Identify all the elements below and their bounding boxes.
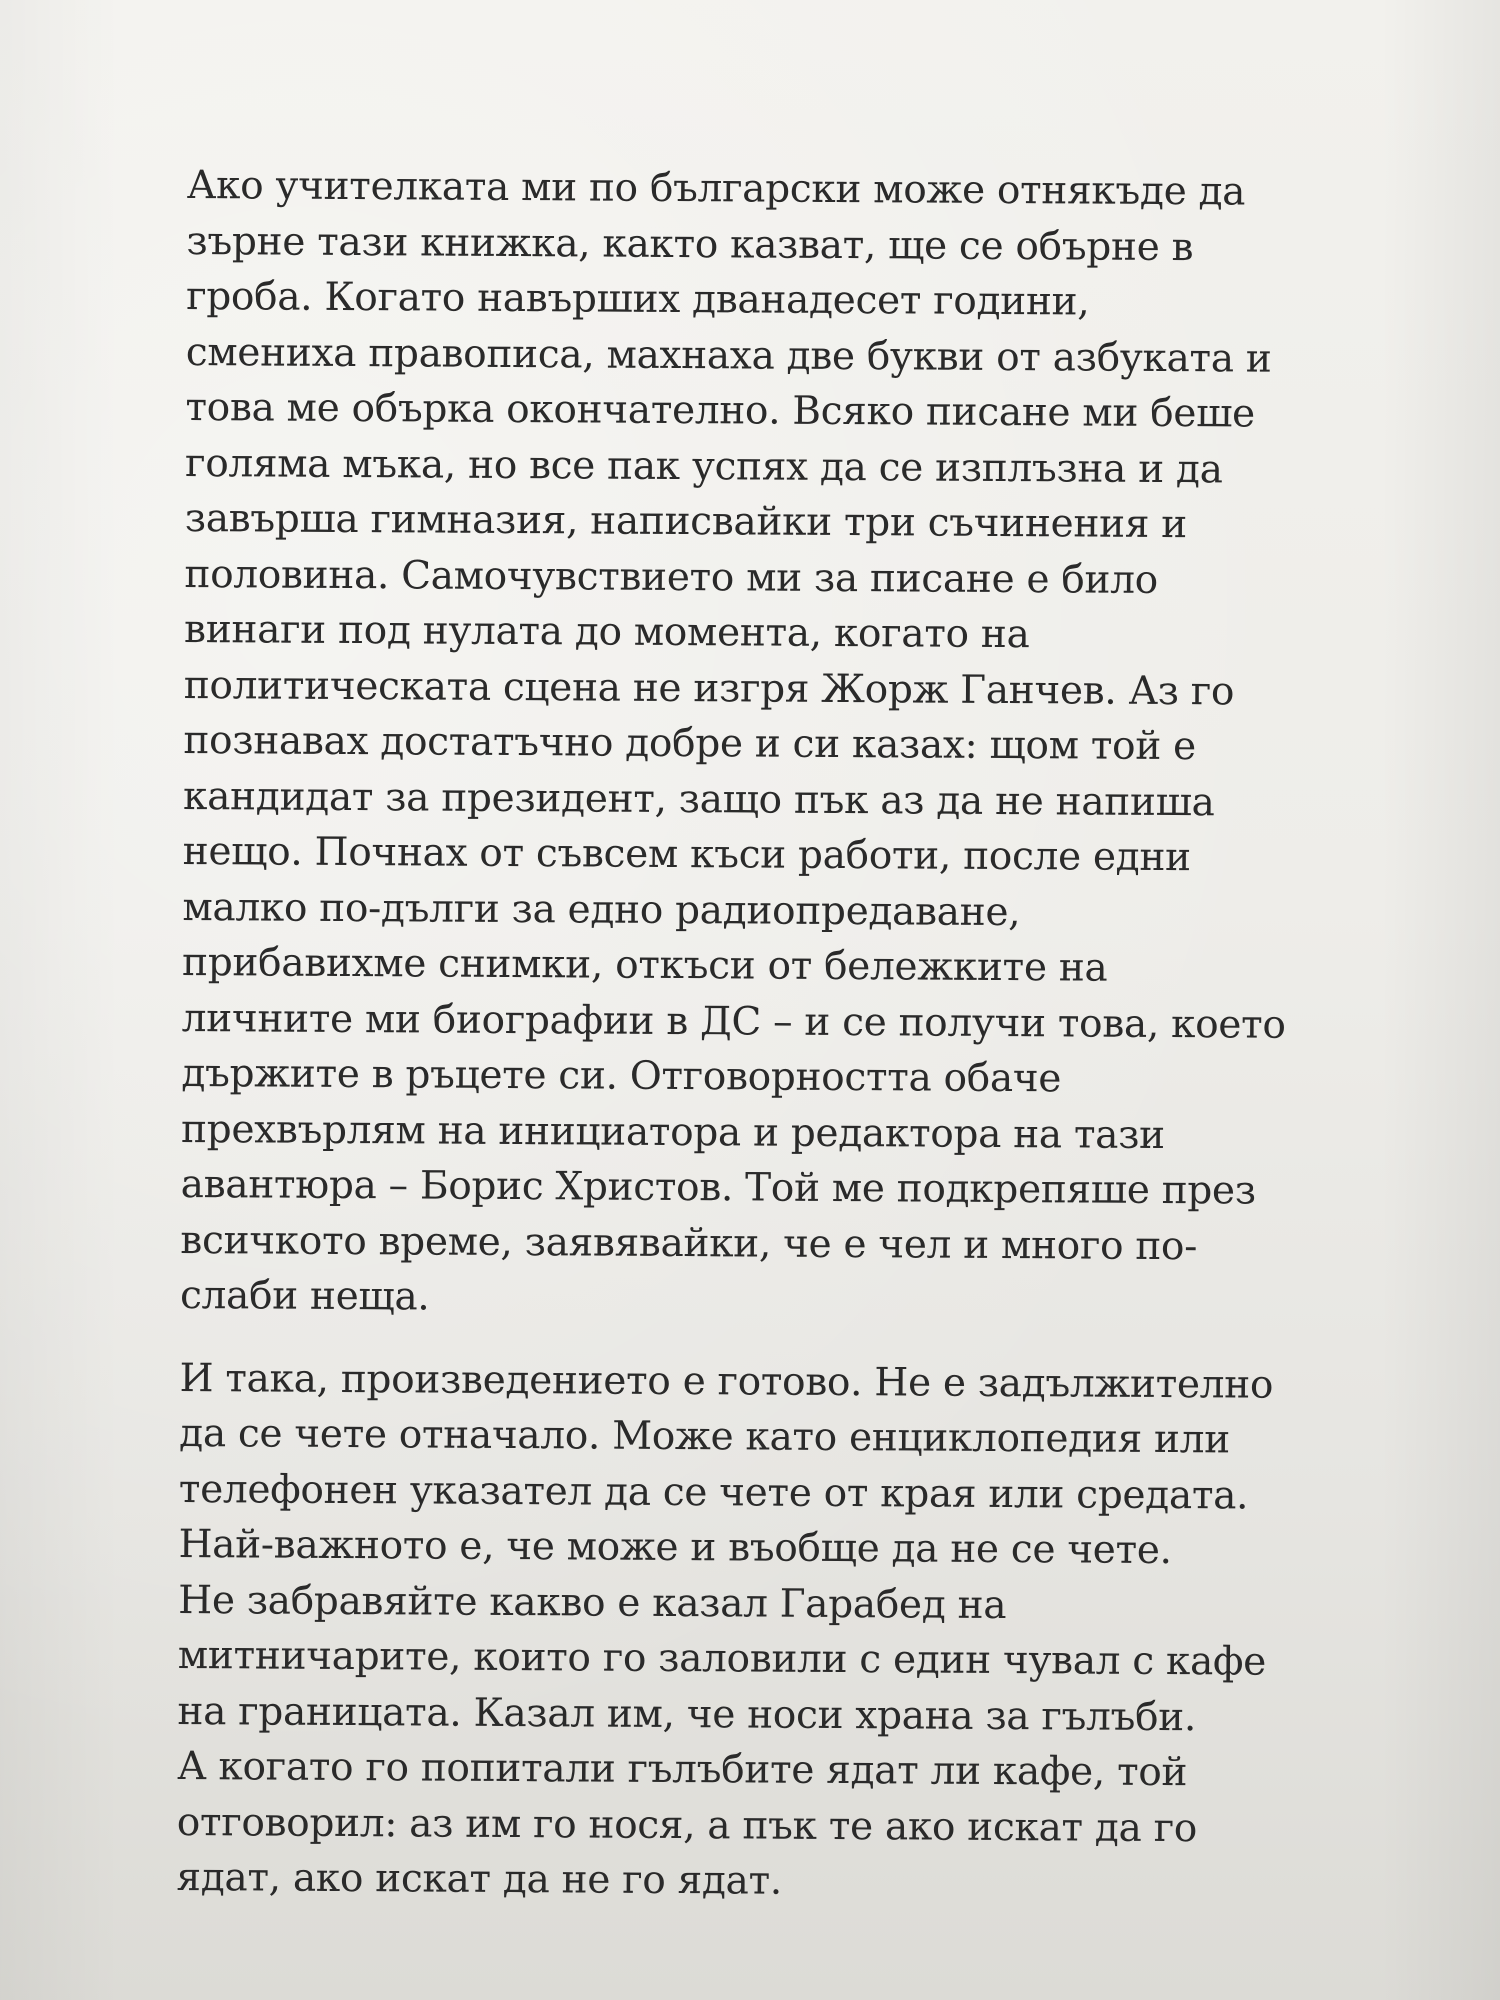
text-line: винаги под нулата до момента, когато на: [183, 606, 1030, 658]
paragraph-2: [176, 1350, 1469, 1913]
text-line: кандидат за президент, защо пък аз да не напиша: [182, 773, 1215, 825]
text-line: малко по-дълги за едно радиопредаване,: [182, 884, 1021, 935]
text-line: И така, произведението е готово. Не е задължително: [179, 1355, 1274, 1408]
text-line: прехвърлям на инициатора и редактора на тази: [180, 1106, 1165, 1158]
page-text: [176, 158, 1477, 1913]
text-line: завърша гимназия, написвайки три съчинения и: [184, 495, 1188, 548]
text-line: слаби неща.: [179, 1272, 430, 1320]
text-line: личните ми биографии в ДС – и се получи това, което: [181, 995, 1286, 1048]
text-line: Ако учителката ми по български може отнякъде да: [186, 162, 1246, 215]
text-line: митничарите, които го заловили с един чувал с кафе: [177, 1632, 1267, 1685]
text-line: смениха правописа, махнаха две букви от азбуката и: [185, 329, 1272, 382]
text-line: всичкото време, заявявайки, че е чел и много по-: [180, 1217, 1198, 1269]
text-line: да се чете отначало. Може като енциклопедия или: [179, 1410, 1230, 1463]
text-line: прибавихме снимки, откъси от бележките на: [181, 939, 1108, 991]
text-line: държите в ръцете си. Отговорността обаче: [181, 1050, 1062, 1102]
text-line: Не забравяйте какво е казал Гарабед на: [178, 1577, 1007, 1628]
text-line: това ме обърка окончателно. Всяко писане ми беше: [185, 384, 1256, 437]
text-line: ядат, ако искат да не го ядат.: [176, 1854, 783, 1904]
text-line: телефонен указател да се чете от края или средата.: [178, 1466, 1249, 1519]
text-line: гроба. Когато навърших дванадесет години,: [186, 273, 1090, 325]
text-line: голяма мъка, но все пак успях да се изплъзна и да: [184, 440, 1223, 492]
text-line: нещо. Почнах от съвсем къси работи, после едни: [182, 828, 1191, 881]
text-line: познавах достатъчно добре и си казах: щом той е: [183, 717, 1196, 770]
text-line: политическата сцена не изгря Жорж Ганчев. Аз го: [183, 662, 1235, 714]
text-line: отговорил: аз им го нося, а пък те ако искат да го: [176, 1799, 1198, 1851]
text-line: половина. Самочувствието ми за писане е било: [184, 551, 1159, 603]
text-line: зърне тази книжка, както казват, ще се обърне в: [186, 218, 1194, 270]
paragraph-1: [180, 158, 1477, 1331]
text-line: на границата. Казал им, че носи храна за гълъби.: [177, 1688, 1197, 1740]
text-line: Най-важното е, че може и въобще да не се чете.: [178, 1521, 1172, 1574]
text-line: авантюра – Борис Христов. Той ме подкрепяше през: [180, 1161, 1256, 1214]
text-line: А когато го попитали гълъбите ядат ли кафе, той: [177, 1743, 1188, 1796]
